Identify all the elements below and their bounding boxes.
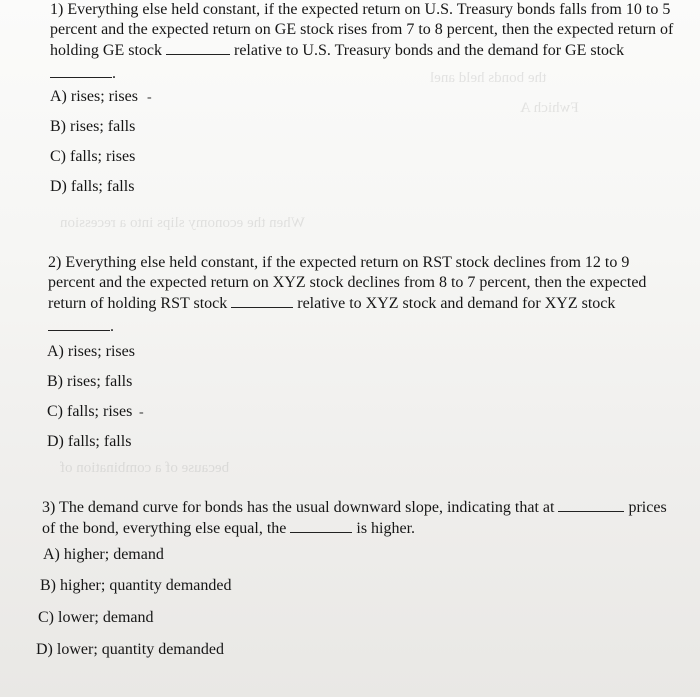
question-3-option-a: A) higher; demand	[43, 546, 164, 563]
question-3	[42, 497, 692, 539]
question-2	[48, 253, 688, 337]
answer-blank	[50, 63, 112, 78]
question-3-line-1-start: 3) The demand curve for bonds has the usual downward slope, indicating that at	[42, 499, 555, 516]
question-3-option-c: C) lower; demand	[38, 609, 154, 626]
bleed-through-text: Fwhich A	[520, 100, 579, 116]
bleed-through-text: When the economy slips into a recession	[60, 215, 305, 231]
question-2-option-a: A) rises; rises	[47, 343, 135, 360]
answer-blank	[48, 316, 110, 331]
question-1-period: .	[112, 65, 116, 82]
question-3-option-b: B) higher; quantity demanded	[40, 577, 232, 594]
question-1	[50, 0, 690, 84]
question-1-line-1: 1) Everything else held constant, if the expected return on U.S. Treasury bonds falls from 10 to 5	[50, 1, 671, 18]
question-1-line-3-start: holding GE stock	[50, 42, 162, 59]
question-2-period: .	[110, 318, 114, 335]
question-3-line-2	[42, 518, 692, 539]
question-1-option-b: B) rises; falls	[50, 118, 136, 135]
question-3-line-2-end: is higher.	[356, 520, 416, 537]
bleed-through-text: because of a combination of	[60, 460, 230, 476]
bleed-through-text: the bonds held anel	[430, 70, 547, 86]
question-2-line-3-start: return of holding RST stock	[48, 295, 228, 312]
answer-blank	[166, 40, 230, 55]
question-1-line-3	[50, 40, 690, 61]
question-1-line-4	[50, 63, 690, 84]
answer-blank	[558, 497, 624, 512]
question-1-option-d: D) falls; falls	[50, 178, 135, 195]
question-1-option-a: A) rises; rises	[50, 88, 138, 105]
question-2-option-b: B) rises; falls	[47, 373, 133, 390]
question-2-line-1: 2) Everything else held constant, if the expected return on RST stock declines from 12 to 9	[48, 254, 630, 271]
question-2-line-3-end: relative to XYZ stock and demand for XYZ stock	[297, 295, 616, 312]
pen-mark: -	[139, 405, 144, 420]
question-1-line-3-end: relative to U.S. Treasury bonds and the demand for GE stock	[234, 42, 625, 59]
question-3-line-1	[42, 497, 692, 518]
question-2-option-c: C) falls; rises	[47, 403, 133, 420]
question-2-line-3	[48, 293, 688, 314]
question-3-option-d: D) lower; quantity demanded	[36, 641, 224, 658]
question-1-line-2: percent and the expected return on GE stock rises from 7 to 8 percent, then the expected return of	[50, 21, 674, 38]
question-3-line-1-end: prices	[628, 499, 667, 516]
question-2-line-4	[48, 316, 688, 337]
question-1-option-c: C) falls; rises	[50, 148, 136, 165]
pen-mark: -	[147, 90, 152, 105]
answer-blank	[290, 518, 352, 533]
answer-blank	[231, 293, 293, 308]
question-3-line-2-start: of the bond, everything else equal, the	[42, 520, 287, 537]
question-2-line-2: percent and the expected return on XYZ stock declines from 8 to 7 percent, then the expected	[48, 274, 647, 291]
question-2-option-d: D) falls; falls	[47, 433, 132, 450]
